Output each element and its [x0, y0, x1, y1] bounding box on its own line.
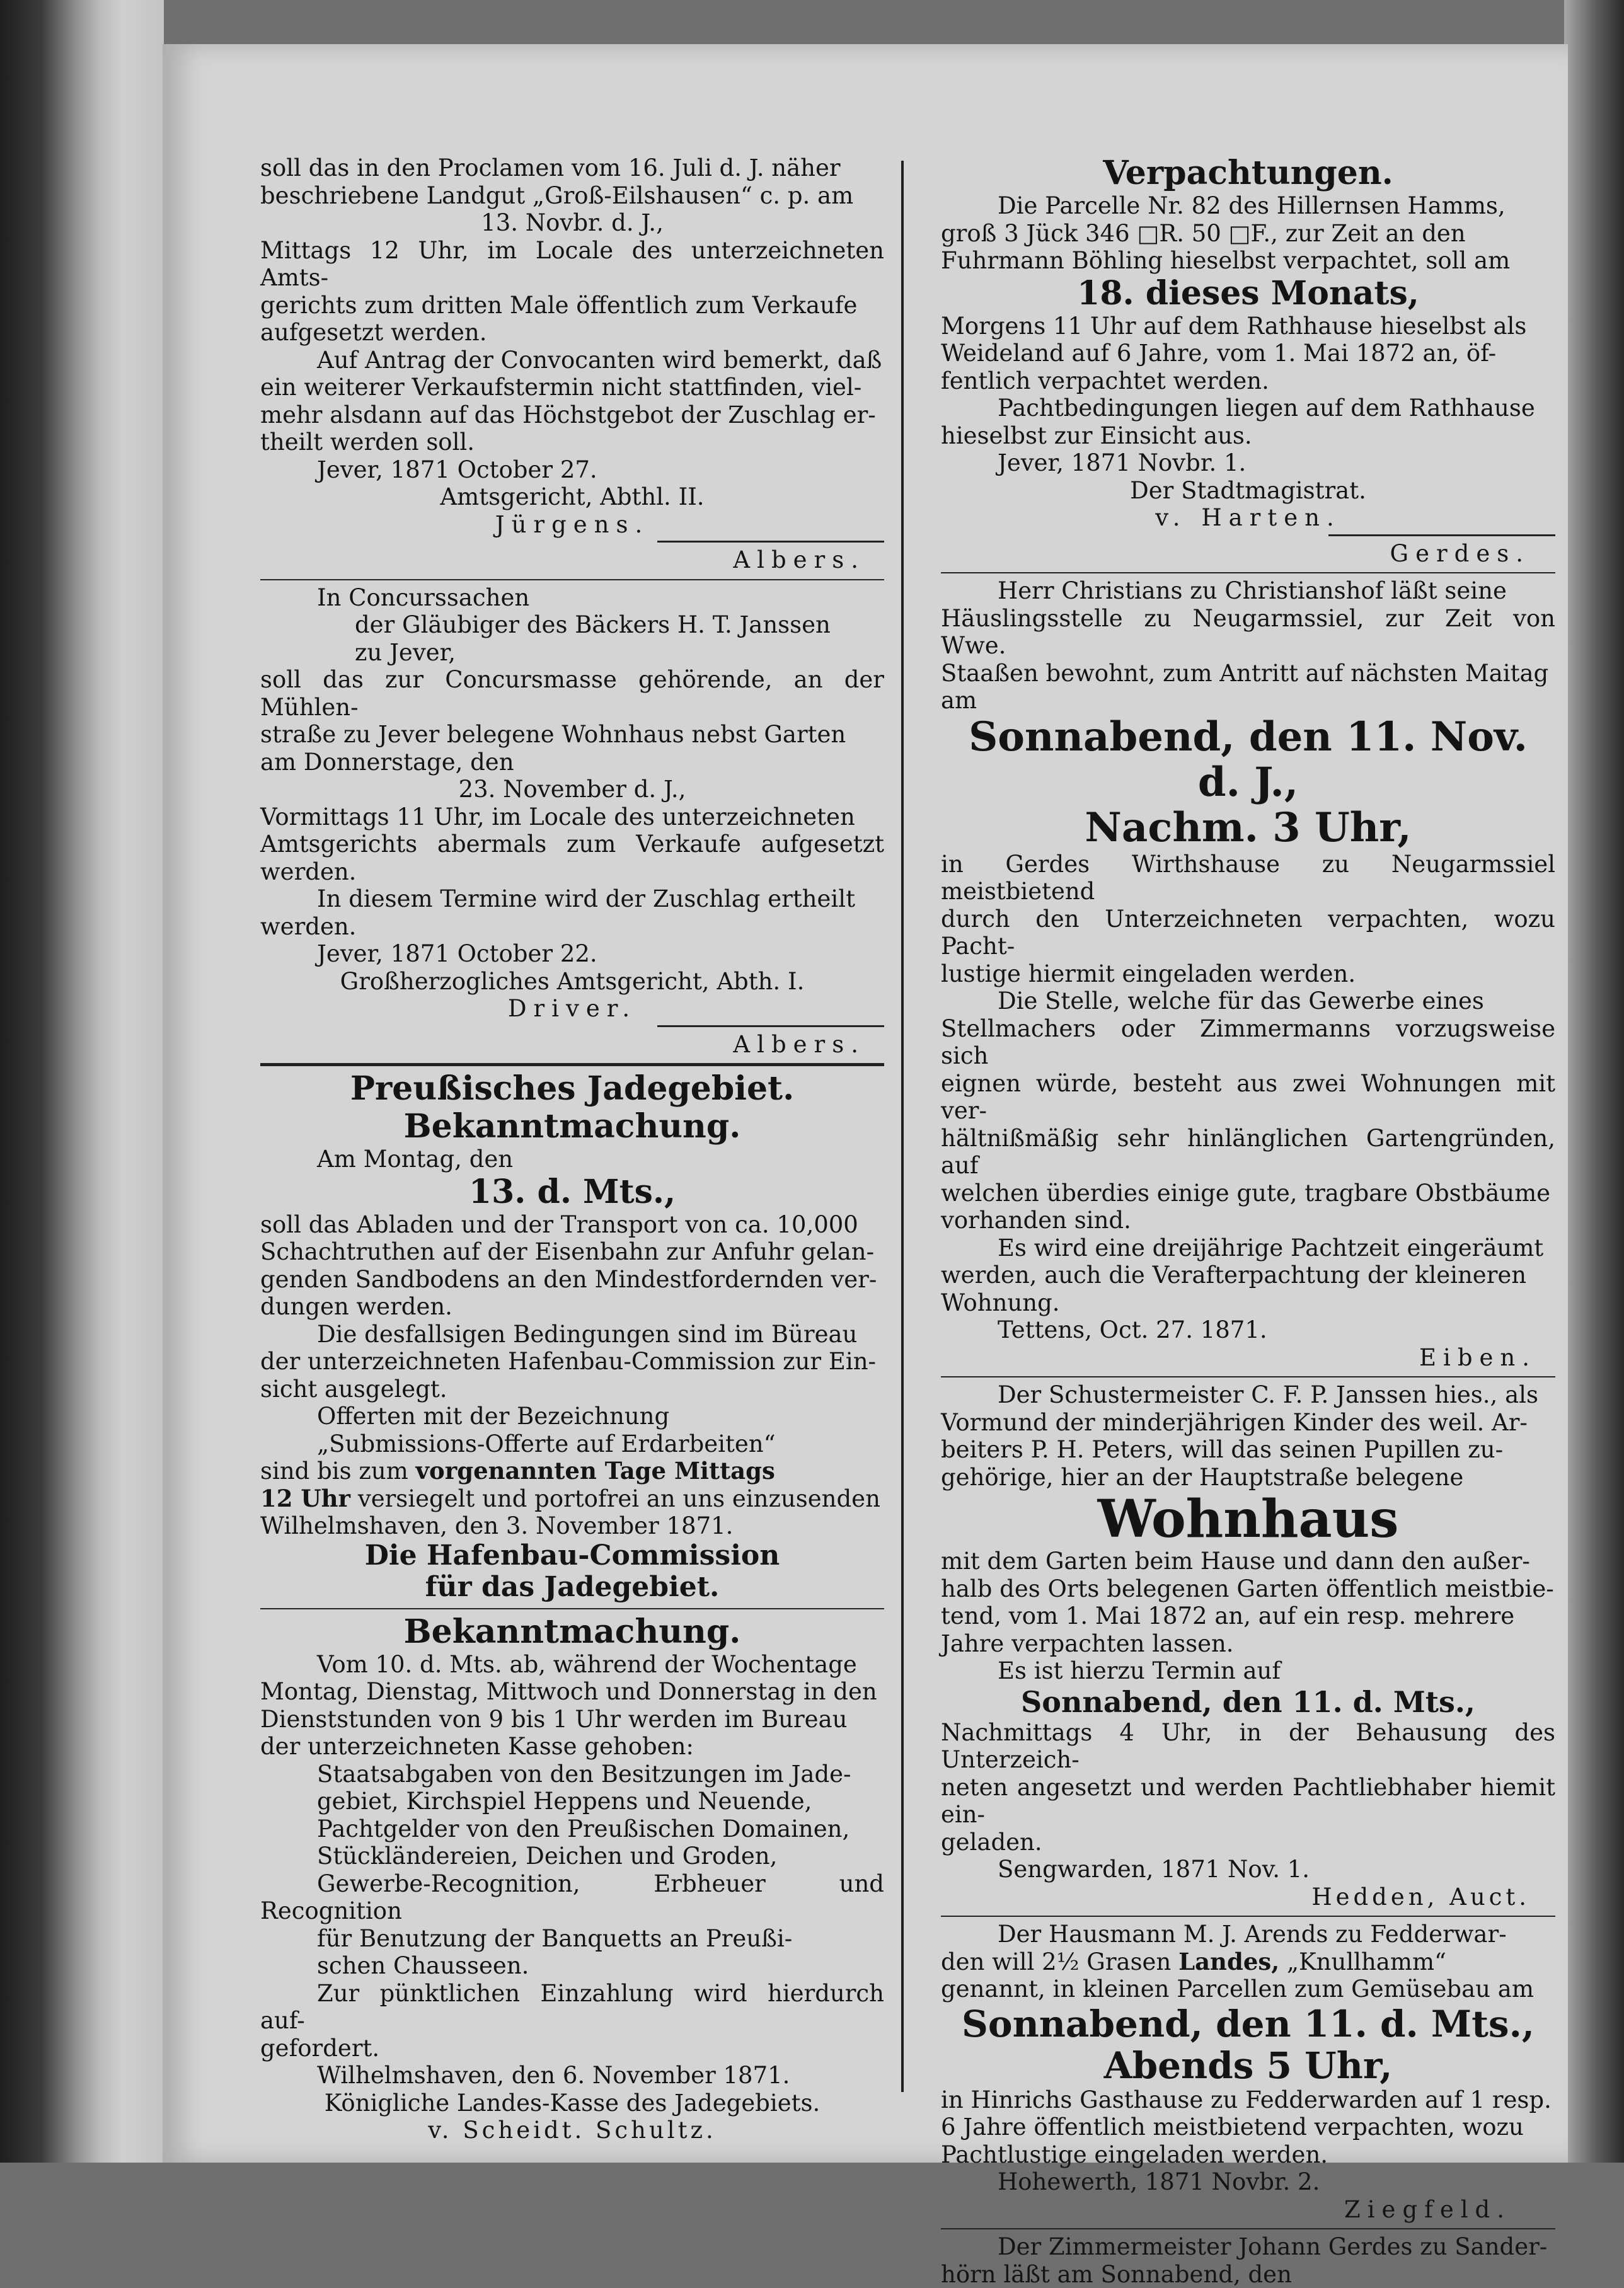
text-line: aufgesetzt werden.: [260, 319, 884, 347]
text-line: [260, 1457, 884, 1485]
text-line: Zur pünktlichen Einzahlung wird hierdurch auf-: [260, 1980, 884, 2035]
sale-date: 18. dieses Monats,: [941, 275, 1555, 313]
short-rule: [1328, 534, 1555, 536]
place-date: Jever, 1871 Novbr. 1.: [941, 449, 1555, 477]
text-fragment-bold: 12 Uhr: [260, 1485, 350, 1512]
text-line: Gewerbe-Recognition, Erbheuer und Recognition: [260, 1870, 884, 1925]
text-line: Mittags 12 Uhr, im Locale des unterzeichneten Amts-: [260, 237, 884, 292]
text-line: Stellmachers oder Zimmermanns vorzugsweise sich: [941, 1015, 1555, 1070]
text-line: neten angesetzt und werden Pachtliebhaber hiemit ein-: [941, 1774, 1555, 1829]
place-date: Tettens, Oct. 27. 1871.: [941, 1316, 1555, 1344]
text-line: Es wird eine dreijährige Pachtzeit eingeräumt: [941, 1234, 1555, 1262]
signature: Albers.: [260, 1031, 865, 1059]
text-line: In diesem Termine wird der Zuschlag ertheilt: [260, 885, 884, 913]
text-line: Fuhrmann Böhling hieselbst verpachtet, soll am: [941, 247, 1555, 275]
text-line: Offerten mit der Bezeichnung: [260, 1403, 884, 1430]
text-line: Montag, Dienstag, Mittwoch und Donnerstag in den: [260, 1678, 884, 1706]
text-line: sicht ausgelegt.: [260, 1376, 884, 1403]
sale-date: 23. November d. J.,: [260, 776, 884, 803]
sale-date: Sonnabend, den 11. Nov. d. J.,: [941, 715, 1555, 805]
sale-date: 13. Novbr. d. J.,: [260, 209, 884, 237]
left-column: [260, 154, 884, 2144]
text-fragment-bold: Landes,: [1178, 1948, 1279, 1975]
text-fragment: versiegelt und portofrei an uns einzusenden: [358, 1485, 880, 1512]
text-line: der unterzeichneten Kasse gehoben:: [260, 1733, 884, 1761]
notice-fedderwarden: [941, 1921, 1555, 2223]
right-column: [941, 154, 1555, 2288]
text-line: Der Zimmermeister Johann Gerdes zu Sander-: [941, 2233, 1555, 2261]
text-line: Herr Christians zu Christianshof läßt seine: [941, 577, 1555, 605]
text-line: werden, auch die Verafterpachtung der kleineren: [941, 1262, 1555, 1289]
text-line: [941, 1948, 1555, 1976]
text-line: theilt werden soll.: [260, 428, 884, 456]
text-line: Pachtbedingungen liegen auf dem Rathhause: [941, 394, 1555, 422]
court-name: Großherzogliches Amtsgericht, Abth. I.: [260, 968, 884, 996]
text-line: fentlich verpachtet werden.: [941, 367, 1555, 395]
notice-concurs-janssen: [260, 584, 884, 1059]
text-line: in Hinrichs Gasthause zu Fedderwarden auf 1 resp.: [941, 2086, 1555, 2114]
notice-heading: Bekanntmachung.: [260, 1613, 884, 1651]
commission-signature: Die Hafenbau-Commission: [260, 1540, 884, 1572]
text-line: Schachtruthen auf der Eisenbahn zur Anfuhr gelan-: [260, 1238, 884, 1266]
section-rule: [260, 1608, 884, 1609]
text-line: In Concurssachen: [260, 584, 884, 612]
place-date: Hohewerth, 1871 Novbr. 2.: [941, 2168, 1555, 2196]
text-line: Es ist hierzu Termin auf: [941, 1657, 1555, 1685]
text-line: halb des Orts belegenen Garten öffentlich meistbie-: [941, 1575, 1555, 1603]
text-line: Am Montag, den: [260, 1146, 884, 1173]
place-date: Wilhelmshaven, den 6. November 1871.: [260, 2062, 884, 2090]
text-line: am: [941, 687, 1555, 715]
text-line: Staatsabgaben von den Besitzungen im Jade-: [260, 1761, 884, 1788]
notice-sanderhoern: [941, 2233, 1555, 2288]
text-line: Die desfallsigen Bedingungen sind im Büreau: [260, 1321, 884, 1348]
text-line: vorhanden sind.: [941, 1207, 1555, 1234]
section-rule: [941, 1376, 1555, 1377]
signature: v. Scheidt. Schultz.: [260, 2117, 884, 2144]
text-line: hieselbst zur Einsicht aus.: [941, 422, 1555, 450]
text-line: am Donnerstage, den: [260, 749, 884, 776]
sale-date: Sonnabend, den 11. d. Mts.,: [941, 1685, 1555, 1719]
notice-heading: Preußisches Jadegebiet.: [260, 1070, 884, 1108]
text-line: geladen.: [941, 1829, 1555, 1856]
text-line: eignen würde, besteht aus zwei Wohnungen mit ver-: [941, 1070, 1555, 1125]
sale-date: Sonnabend, den 11. d. Mts.,: [941, 2003, 1555, 2045]
text-line: Weideland auf 6 Jahre, vom 1. Mai 1872 an, öf-: [941, 340, 1555, 367]
short-rule: [657, 1025, 884, 1027]
place-date: Jever, 1871 October 22.: [260, 940, 884, 968]
sale-time: Abends 5 Uhr,: [941, 2045, 1555, 2086]
text-line: Die Parcelle Nr. 82 des Hillernsen Hamms,: [941, 192, 1555, 220]
text-line: Staaßen bewohnt, zum Antritt auf nächsten Maitag: [941, 660, 1555, 687]
text-line: beschriebene Landgut „Groß-Eilshausen“ c. p. am: [260, 182, 884, 210]
text-line: tend, vom 1. Mai 1872 an, auf ein resp. mehrere: [941, 1602, 1555, 1630]
text-line: beiters P. H. Peters, will das seinen Pupillen zu-: [941, 1436, 1555, 1464]
text-fragment: den will 2½ Grasen: [941, 1948, 1171, 1975]
text-line: mit dem Garten beim Hause und dann den außer-: [941, 1548, 1555, 1575]
signature: v. Harten.: [941, 504, 1555, 532]
text-line: schen Chausseen.: [260, 1952, 884, 1980]
text-line: Pachtlustige eingeladen werden.: [941, 2141, 1555, 2169]
place-date: Sengwarden, 1871 Nov. 1.: [941, 1856, 1555, 1883]
text-line: Nachmittags 4 Uhr, in der Behausung des Unterzeich-: [941, 1719, 1555, 1774]
text-line: Morgens 11 Uhr auf dem Rathhause hieselbst als: [941, 313, 1555, 340]
text-line: der unterzeichneten Hafenbau-Commission zur Ein-: [260, 1348, 884, 1376]
text-line: soll das zur Concursmasse gehörende, an der Mühlen-: [260, 666, 884, 721]
text-line: Wohnung.: [941, 1289, 1555, 1317]
text-line: Der Hausmann M. J. Arends zu Fedderwar-: [941, 1921, 1555, 1948]
text-line: [260, 1485, 884, 1513]
notice-jadegebiet-transport: [260, 1070, 884, 1603]
section-rule: [941, 572, 1555, 573]
sale-date: 13. d. Mts.,: [260, 1173, 884, 1211]
section-rule: [260, 1063, 884, 1066]
text-line: gebiet, Kirchspiel Heppens und Neuende,: [260, 1788, 884, 1815]
page-edge-shadow: [1564, 0, 1624, 2163]
text-line: Stückländereien, Deichen und Groden,: [260, 1842, 884, 1870]
notice-heading: Verpachtungen.: [941, 154, 1555, 192]
book-spine-edge: [0, 0, 164, 2163]
text-line: „Submissions-Offerte auf Erdarbeiten“: [260, 1430, 884, 1458]
text-line: hältnißmäßig sehr hinlänglichen Gartengründen, auf: [941, 1125, 1555, 1180]
text-line: genannt, in kleinen Parcellen zum Gemüsebau am: [941, 1975, 1555, 2003]
text-line: dungen werden.: [260, 1293, 884, 1321]
text-line: Der Schustermeister C. F. P. Janssen hies., als: [941, 1381, 1555, 1409]
text-line: Dienststunden von 9 bis 1 Uhr werden im Bureau: [260, 1706, 884, 1733]
text-line: groß 3 Jück 346 □R. 50 □F., zur Zeit an den: [941, 220, 1555, 248]
column-divider: [901, 161, 904, 2092]
place-date: Wilhelmshaven, den 3. November 1871.: [260, 1512, 884, 1540]
text-line: gehörige, hier an der Hauptstraße belegene: [941, 1464, 1555, 1492]
text-line: werden.: [260, 913, 884, 941]
section-rule: [260, 579, 884, 580]
signature: Hedden, Auct.: [941, 1883, 1530, 1911]
text-line: genden Sandbodens an den Mindestfordernden ver-: [260, 1266, 884, 1294]
text-line: gerichts zum dritten Male öffentlich zum Verkaufe: [260, 292, 884, 319]
signature: Albers.: [260, 546, 865, 574]
signature: Eiben.: [941, 1344, 1536, 1372]
commission-signature: für das Jadegebiet.: [260, 1572, 884, 1603]
text-line: lustige hiermit eingeladen werden.: [941, 960, 1555, 988]
signature: Gerdes.: [941, 540, 1530, 568]
text-line: straße zu Jever belegene Wohnhaus nebst Garten: [260, 721, 884, 749]
text-line: Pachtgelder von den Preußischen Domainen,: [260, 1815, 884, 1843]
signature: Driver.: [260, 995, 884, 1023]
text-line: soll das Abladen und der Transport von ca. 10,000: [260, 1211, 884, 1239]
text-line: Amtsgerichts abermals zum Verkaufe aufgesetzt werden.: [260, 831, 884, 885]
section-rule: [941, 2228, 1555, 2229]
text-fragment-bold: vorgenannten Tage Mittags: [416, 1457, 775, 1485]
section-rule: [941, 1916, 1555, 1917]
text-line: Vormund der minderjährigen Kinder des weil. Ar-: [941, 1409, 1555, 1437]
text-line: ein weiterer Verkaufstermin nicht stattfinden, viel-: [260, 374, 884, 401]
notice-heading: Wohnhaus: [941, 1491, 1555, 1548]
place-date: Jever, 1871 October 27.: [260, 456, 884, 484]
newspaper-page: [163, 44, 1568, 2163]
text-line: mehr alsdann auf das Höchstgebot der Zuschlag er-: [260, 401, 884, 429]
signature: Ziegfeld.: [941, 2196, 1511, 2224]
text-line: Die Stelle, welche für das Gewerbe eines: [941, 987, 1555, 1015]
office-name: Königliche Landes-Kasse des Jadegebiets.: [260, 2090, 884, 2117]
notice-landeskasse: [260, 1613, 884, 2144]
notice-heading: Bekanntmachung.: [260, 1108, 884, 1146]
text-fragment: „Knullhamm“: [1287, 1948, 1446, 1975]
court-name: Amtsgericht, Abthl. II.: [260, 483, 884, 511]
office-name: Der Stadtmagistrat.: [941, 477, 1555, 505]
text-line: hörn läßt am Sonnabend, den: [941, 2261, 1555, 2288]
text-fragment: sind bis zum: [260, 1457, 408, 1485]
text-line: gefordert.: [260, 2035, 884, 2062]
text-line: Jahre verpachten lassen.: [941, 1630, 1555, 1658]
signature: Jürgens.: [260, 511, 884, 539]
text-line: für Benutzung der Banquetts an Preußi-: [260, 1925, 884, 1953]
notice-landgut-sale: [260, 154, 884, 574]
text-line: Vormittags 11 Uhr, im Locale des unterzeichneten: [260, 803, 884, 831]
text-line: durch den Unterzeichneten verpachten, wozu Pacht-: [941, 905, 1555, 960]
notice-wohnhaus: [941, 1381, 1555, 1911]
text-line: zu Jever,: [260, 639, 884, 667]
short-rule: [657, 541, 884, 543]
sale-time: Nachm. 3 Uhr,: [941, 805, 1555, 851]
text-line: 6 Jahre öffentlich meistbietend verpachten, wozu: [941, 2113, 1555, 2141]
text-line: Häuslingsstelle zu Neugarmssiel, zur Zeit von Wwe.: [941, 605, 1555, 660]
text-line: soll das in den Proclamen vom 16. Juli d. J. näher: [260, 154, 884, 182]
text-line: welchen überdies einige gute, tragbare Obstbäume: [941, 1180, 1555, 1207]
text-line: Auf Antrag der Convocanten wird bemerkt, daß: [260, 347, 884, 374]
notice-christianshof: [941, 577, 1555, 1371]
text-line: Vom 10. d. Mts. ab, während der Wochentage: [260, 1651, 884, 1679]
notice-verpachtungen-parcelle: [941, 154, 1555, 567]
text-line: der Gläubiger des Bäckers H. T. Janssen: [260, 611, 884, 639]
text-line: in Gerdes Wirthshause zu Neugarmssiel meistbietend: [941, 851, 1555, 905]
